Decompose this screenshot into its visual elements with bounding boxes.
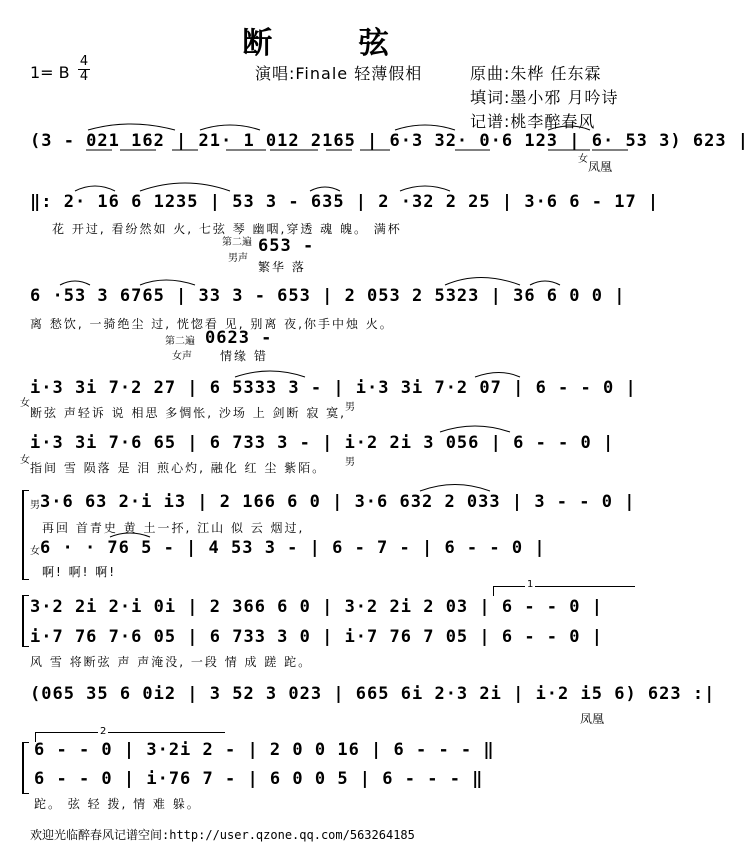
original-composer: 原曲:朱桦 任东霖 xyxy=(470,64,602,83)
staff-line-verse-1: ‖: 2· 16 6 1235 | 53 3 - 635 | 2 ·32 2 25 | 3·6 6 - 17 | xyxy=(30,192,660,212)
lyrics-bridge-male: 再回 首青史 黄 土一抔, 江山 似 云 烟过, xyxy=(42,521,305,535)
time-bottom: 4 xyxy=(79,69,89,84)
lyrics-alt-2: 情缘 错 xyxy=(220,349,268,363)
staff-line-alt-2: 0623 - xyxy=(205,328,273,348)
cue-lyric: 凤凰 xyxy=(588,160,613,174)
footer-credit: 欢迎光临醉春风记谱空间:http://user.qzone.qq.com/563264185 xyxy=(30,828,415,842)
staff-line-intro: (3 - 021 162 | 21· 1 012 2165 | 6·3 32· 0·6 123 | 6· 53 3) 623 | xyxy=(30,131,749,151)
lyricist: 填词:墨小邪 月吟诗 xyxy=(470,88,619,107)
lyrics-ending: 跎。 弦 轻 拨, 情 难 躲。 xyxy=(34,797,201,811)
lyrics-verse-1: 花 开过, 看纷然如 火, 七弦 琴 幽咽,穿透 魂 魄。 满杯 xyxy=(52,222,402,236)
voice-mark: 男声 xyxy=(228,253,248,264)
voice-mark: 女 xyxy=(20,398,30,409)
voice-mark: 女 xyxy=(578,154,588,165)
voice-mark: 男 xyxy=(345,457,355,468)
voice-mark: 女 xyxy=(30,546,40,557)
lyrics-chorus-2: 指间 雪 陨落 是 泪 煎心灼, 融化 红 尘 紫陌。 xyxy=(30,461,327,475)
time-top: 4 xyxy=(79,54,89,69)
transcriber: 记谱:桃李醉春风 xyxy=(470,112,596,131)
staff-line-verse-2: 6 ·53 3 6765 | 33 3 - 653 | 2 053 2 5323 | 36 6 0 0 | xyxy=(30,286,626,306)
second-time-mark: 第二遍 xyxy=(222,237,252,248)
second-time-mark: 第二遍 xyxy=(165,336,195,347)
key-signature: 1= B xyxy=(30,63,70,82)
staff-line-ending-lower: 6 - - 0 | i·76 7 - | 6 0 0 5 | 6 - - - ‖ xyxy=(34,769,484,789)
staff-line-outro-lower: i·7 76 7·6 05 | 6 733 3 0 | i·7 76 7 05 | 6 - - 0 | xyxy=(30,627,603,647)
voice-mark: 男 xyxy=(30,500,40,511)
lyrics-bridge-female: 啊! 啊! 啊! xyxy=(42,565,117,579)
lyrics-verse-2: 离 愁饮, 一骑绝尘 过, 恍惚看 见, 别离 夜,你手中烛 火。 xyxy=(30,317,394,331)
lyrics-outro: 风 雪 将断弦 声 声淹没, 一段 情 成 蹉 跎。 xyxy=(30,655,313,669)
lyrics-chorus-1: 断弦 声轻诉 说 相思 多惆怅, 沙场 上 剑断 寂 寞, xyxy=(30,406,346,420)
cue-lyric: 凤凰 xyxy=(580,712,605,726)
voice-mark: 女 xyxy=(20,455,30,466)
song-title: 断 弦 xyxy=(242,26,427,61)
voice-mark: 女声 xyxy=(172,351,192,362)
staff-line-bridge-male: 3·6 63 2·i i3 | 2 166 6 0 | 3·6 632 2 033 | 3 - - 0 | xyxy=(40,492,636,512)
singers: 演唱:Finale 轻薄假相 xyxy=(255,64,423,83)
volta-1-number: 1 xyxy=(527,579,534,590)
volta-2-number: 2 xyxy=(100,726,107,737)
voice-mark: 男 xyxy=(345,402,355,413)
staff-line-outro-upper: 3·2 2i 2·i 0i | 2 366 6 0 | 3·2 2i 2 03 | 6 - - 0 | xyxy=(30,597,603,617)
staff-line-alt-1: 653 - xyxy=(258,236,315,256)
staff-line-bridge-female: 6 · · 76 5 - | 4 53 3 - | 6 - 7 - | 6 - - 0 | xyxy=(40,538,546,558)
staff-line-chorus-2: i·3 3i 7·6 65 | 6 733 3 - | i·2 2i 3 056 | 6 - - 0 | xyxy=(30,433,615,453)
staff-line-interlude: (065 35 6 0i2 | 3 52 3 023 | 665 6i 2·3 2i | i·2 i5 6) 623 :| xyxy=(30,684,716,704)
lyrics-alt-1: 繁华 落 xyxy=(258,260,306,274)
staff-line-ending-upper: 6 - - 0 | 3·2i 2 - | 2 0 0 16 | 6 - - - ‖ xyxy=(34,740,495,760)
staff-line-chorus-1: i·3 3i 7·2 27 | 6 5333 3 - | i·3 3i 7·2 07 | 6 - - 0 | xyxy=(30,378,637,398)
